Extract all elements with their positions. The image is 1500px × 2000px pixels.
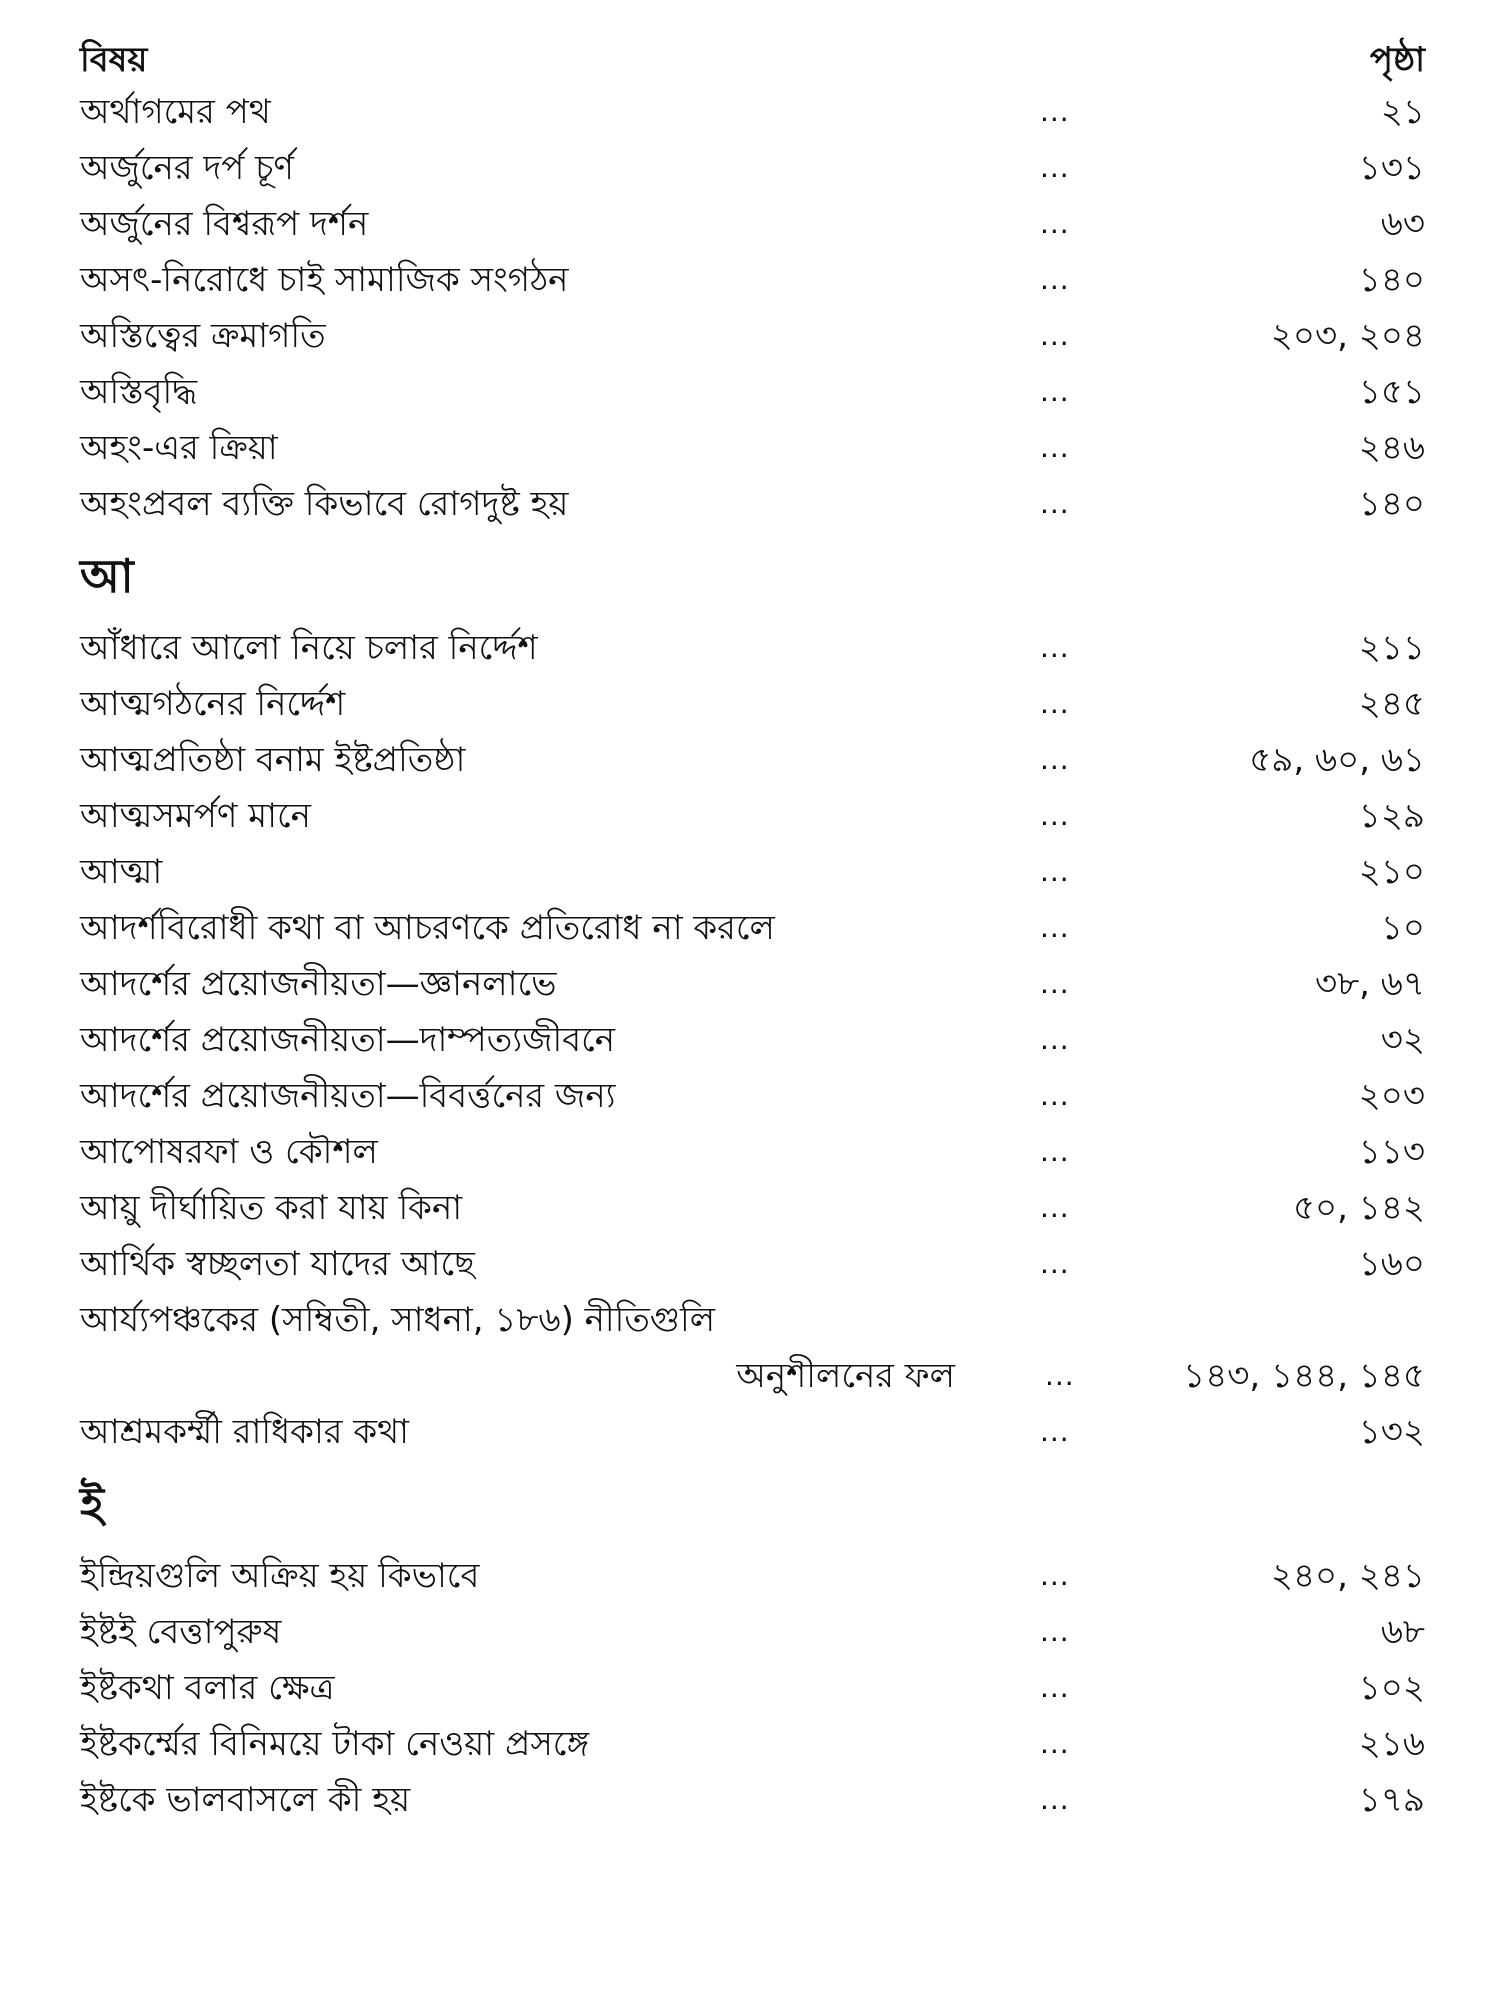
entry-pages: ১২৯	[1358, 796, 1425, 836]
entry-topic: অহং-এর ক্রিয়া	[80, 428, 278, 468]
index-entry	[80, 140, 1425, 196]
entry-leader: ...	[1040, 487, 1070, 520]
entry-topic: আর্থিক স্বচ্ছলতা যাদের আছে	[80, 1244, 475, 1284]
index-section	[80, 532, 1425, 1460]
index-entry	[80, 1604, 1425, 1660]
index-entry	[80, 1068, 1425, 1124]
entry-pages: ১০২	[1358, 1668, 1425, 1708]
entry-leader: ...	[1040, 1023, 1070, 1056]
entry-topic: ইষ্টই বেত্তাপুরুষ	[80, 1612, 282, 1652]
index-section	[80, 84, 1425, 532]
entry-pages: ২১০	[1358, 852, 1425, 892]
entry-topic: আদর্শের প্রয়োজনীয়তা—দাম্পত্যজীবনে	[80, 1020, 616, 1060]
topic-column-heading: বিষয়	[80, 40, 148, 80]
index-entry-multiline	[80, 1292, 1425, 1404]
entry-pages: ৩৮, ৬৭	[1315, 964, 1425, 1004]
entry-leader: ...	[1040, 911, 1070, 944]
index-page	[80, 26, 1425, 1976]
entry-topic: আদর্শের প্রয়োজনীয়তা—বিবর্ত্তনের জন্য	[80, 1076, 616, 1116]
index-entry	[80, 1180, 1425, 1236]
entry-pages: ১৪০	[1358, 484, 1425, 524]
entry-leader: ...	[1040, 1191, 1070, 1224]
entry-pages: ২১	[1380, 92, 1425, 132]
index-entry	[80, 364, 1425, 420]
entry-leader: ...	[1040, 1615, 1070, 1648]
entry-pages: ১৩২	[1358, 1412, 1425, 1452]
entry-leader: ...	[1045, 1359, 1075, 1392]
entry-leader: ...	[1040, 95, 1070, 128]
entry-topic: ইন্দ্রিয়গুলি অক্রিয় হয় কিভাবে	[80, 1556, 480, 1596]
index-entry	[80, 1236, 1425, 1292]
entry-leader: ...	[1040, 743, 1070, 776]
entry-topic: অর্জুনের দর্প চূর্ণ	[80, 148, 294, 188]
entry-topic: আত্মপ্রতিষ্ঠা বনাম ইষ্টপ্রতিষ্ঠা	[80, 740, 466, 780]
index-entry	[80, 1660, 1425, 1716]
index-entry	[80, 1716, 1425, 1772]
entry-pages: ১১৩	[1358, 1132, 1425, 1172]
entry-topic: আয়ু দীর্ঘায়িত করা যায় কিনা	[80, 1188, 463, 1228]
entry-topic: ইষ্টকে ভালবাসলে কী হয়	[80, 1780, 411, 1820]
entry-pages: ২৪০, ২৪১	[1270, 1556, 1425, 1596]
entry-pages: ৫৯, ৬০, ৬১	[1249, 740, 1425, 780]
entry-pages: ১৬০	[1358, 1244, 1425, 1284]
index-header	[80, 26, 1425, 84]
entry-topic: অসৎ-নিরোধে চাই সামাজিক সংগঠন	[80, 260, 569, 300]
entry-leader: ...	[1040, 263, 1070, 296]
entry-leader: ...	[1040, 1727, 1070, 1760]
entry-pages: ১৫১	[1358, 372, 1425, 412]
entry-pages: ২০৩	[1358, 1076, 1425, 1116]
entry-leader: ...	[1040, 631, 1070, 664]
section-letter-heading: ই	[80, 1477, 104, 1531]
entry-pages: ২১৬	[1358, 1724, 1425, 1764]
index-entry	[80, 1124, 1425, 1180]
entry-topic: আত্মা	[80, 852, 163, 892]
entry-pages: ১০	[1380, 908, 1425, 948]
entry-leader: ...	[1040, 967, 1070, 1000]
section-letter-heading: আ	[80, 549, 134, 603]
index-entry	[80, 1548, 1425, 1604]
index-entry	[80, 420, 1425, 476]
entry-topic-continuation: অনুশীলনের ফল	[736, 1356, 955, 1396]
index-entry	[80, 84, 1425, 140]
entry-pages: ৬৩	[1380, 204, 1425, 244]
entry-pages: ৫০, ১৪২	[1292, 1188, 1425, 1228]
index-entry	[80, 1772, 1425, 1828]
entry-pages: ২৪৫	[1358, 684, 1425, 724]
index-entry	[80, 956, 1425, 1012]
entry-pages: ১৪৩, ১৪৪, ১৪৫	[1183, 1356, 1425, 1396]
index-entry	[80, 1404, 1425, 1460]
entry-leader: ...	[1040, 1135, 1070, 1168]
entry-topic: আদর্শের প্রয়োজনীয়তা—জ্ঞানলাভে	[80, 964, 557, 1004]
entry-topic: অহংপ্রবল ব্যক্তি কিভাবে রোগদুষ্ট হয়	[80, 484, 569, 524]
entry-leader: ...	[1040, 151, 1070, 184]
entry-leader: ...	[1040, 1079, 1070, 1112]
entry-pages: ১৭৯	[1358, 1780, 1425, 1820]
index-section	[80, 1460, 1425, 1828]
entry-leader: ...	[1040, 1247, 1070, 1280]
entry-pages: ১৩১	[1358, 148, 1425, 188]
entry-topic: আদর্শবিরোধী কথা বা আচরণকে প্রতিরোধ না করলে	[80, 908, 775, 948]
entry-leader: ...	[1040, 855, 1070, 888]
index-entry	[80, 732, 1425, 788]
index-entry	[80, 476, 1425, 532]
entry-topic: আত্মসমর্পণ মানে	[80, 796, 311, 836]
entry-leader: ...	[1040, 207, 1070, 240]
index-entry	[80, 788, 1425, 844]
entry-leader: ...	[1040, 799, 1070, 832]
entry-leader: ...	[1040, 431, 1070, 464]
index-entry	[80, 252, 1425, 308]
page-column-heading: পৃষ্ঠা	[1369, 40, 1425, 80]
entry-topic: ইষ্টকর্ম্মের বিনিময়ে টাকা নেওয়া প্রসঙ্গে	[80, 1724, 590, 1764]
index-entry	[80, 620, 1425, 676]
entry-pages: ৬৮	[1380, 1612, 1425, 1652]
entry-topic: অর্জুনের বিশ্বরূপ দর্শন	[80, 204, 369, 244]
entry-pages: ১৪০	[1358, 260, 1425, 300]
entry-topic: আঁধারে আলো নিয়ে চলার নির্দ্দেশ	[80, 628, 538, 668]
entry-leader: ...	[1040, 319, 1070, 352]
entry-topic: অস্তিবৃদ্ধি	[80, 372, 198, 412]
index-entry	[80, 844, 1425, 900]
index-entry	[80, 308, 1425, 364]
entry-pages: ২১১	[1358, 628, 1425, 668]
entry-leader: ...	[1040, 1415, 1070, 1448]
entry-leader: ...	[1040, 1671, 1070, 1704]
entry-topic: অস্তিত্বের ক্রমাগতি	[80, 316, 326, 356]
entry-pages: ৩২	[1380, 1020, 1425, 1060]
entry-topic: অর্থাগমের পথ	[80, 92, 271, 132]
index-entry	[80, 1012, 1425, 1068]
entry-topic: আর্য্যপঞ্চকের (সম্বিতী, সাধনা, ১৮৬) নীতিগুলি	[80, 1300, 716, 1340]
entry-topic: আপোষরফা ও কৌশল	[80, 1132, 378, 1172]
entry-topic: ইষ্টকথা বলার ক্ষেত্র	[80, 1668, 335, 1708]
index-entry	[80, 196, 1425, 252]
entry-pages: ২৪৬	[1358, 428, 1425, 468]
entry-leader: ...	[1040, 375, 1070, 408]
index-entry	[80, 900, 1425, 956]
entry-leader: ...	[1040, 1559, 1070, 1592]
entry-topic: আশ্রমকর্ম্মী রাধিকার কথা	[80, 1412, 409, 1452]
entry-leader: ...	[1040, 687, 1070, 720]
entry-leader: ...	[1040, 1783, 1070, 1816]
index-entry	[80, 676, 1425, 732]
entry-pages: ২০৩, ২০৪	[1270, 316, 1425, 356]
entry-topic: আত্মগঠনের নির্দ্দেশ	[80, 684, 346, 724]
